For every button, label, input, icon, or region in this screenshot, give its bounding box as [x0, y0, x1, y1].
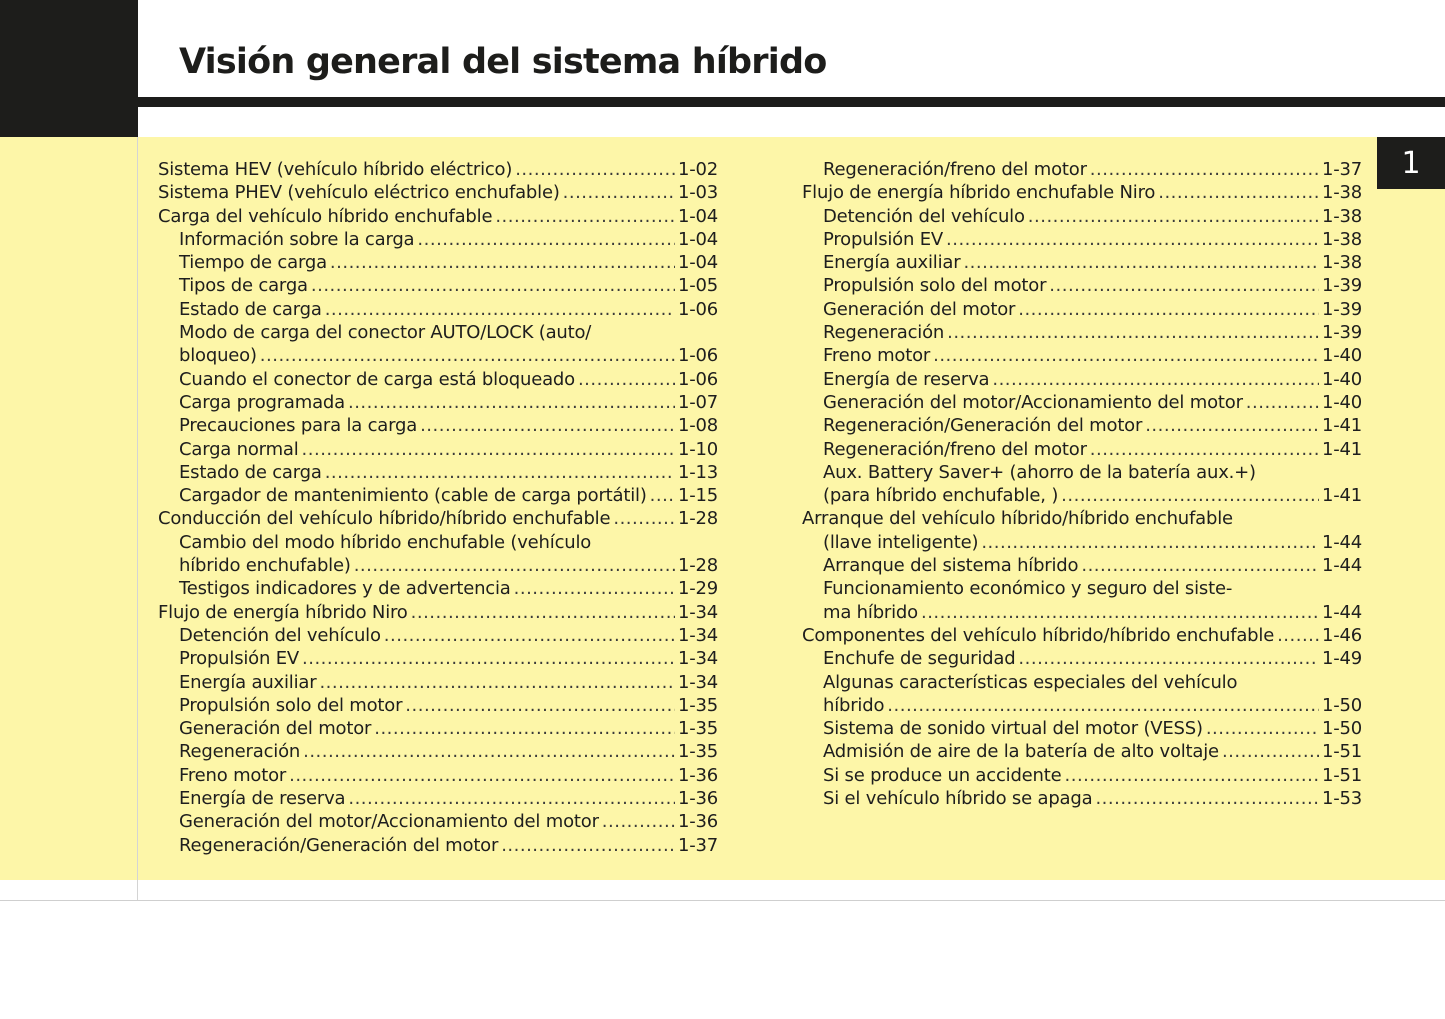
dot-leader	[602, 810, 675, 833]
chapter-tab: 1	[1377, 137, 1445, 189]
dot-leader	[501, 834, 675, 857]
toc-entry-title: Propulsión solo del motor	[179, 694, 403, 716]
toc-entry-page: 1-36	[677, 788, 718, 810]
toc-entry[interactable]	[158, 205, 718, 228]
toc-entry[interactable]	[158, 321, 718, 344]
toc-entry-title: Carga programada	[179, 391, 345, 413]
toc-entry-page: 1-08	[677, 415, 718, 437]
toc-entry[interactable]	[158, 531, 718, 554]
dot-leader	[420, 414, 675, 437]
dot-leader	[289, 764, 675, 787]
toc-entry-title: Funcionamiento económico y seguro del siste-	[823, 578, 1233, 600]
toc-entry-title: Sistema PHEV (vehículo eléctrico enchufable)	[158, 182, 560, 204]
toc-entry-page: 1-41	[1321, 485, 1362, 507]
toc-entry-page: 1-37	[677, 834, 718, 856]
title-underline	[138, 97, 1445, 107]
dot-leader	[325, 298, 675, 321]
toc-entry-title: Energía auxiliar	[179, 671, 317, 693]
toc-entry[interactable]	[802, 205, 1362, 228]
toc-entry[interactable]	[158, 438, 718, 461]
dot-leader	[1206, 717, 1319, 740]
margin-divider	[137, 137, 138, 900]
toc-entry-page: 1-50	[1321, 694, 1362, 716]
toc-entry-title: Generación del motor/Accionamiento del motor	[823, 391, 1243, 413]
toc-entry-page: 1-34	[677, 624, 718, 646]
toc-entry-title: Cambio del modo híbrido enchufable (vehículo	[179, 531, 592, 553]
toc-entry-title: Regeneración/Generación del motor	[179, 834, 499, 856]
toc-entry-page: 1-04	[677, 205, 718, 227]
toc-entry-page: 1-35	[677, 718, 718, 740]
dot-leader	[921, 601, 1319, 624]
toc-entry[interactable]	[802, 344, 1362, 367]
toc-entry-title: ma híbrido	[823, 601, 918, 623]
toc-entry-title: Testigos indicadores y de advertencia	[179, 578, 511, 600]
dot-leader	[1081, 554, 1319, 577]
dot-leader	[302, 438, 675, 461]
toc-entry-title: Regeneración/freno del motor	[823, 159, 1087, 180]
toc-entry[interactable]	[802, 484, 1362, 507]
dot-leader	[515, 158, 675, 181]
toc-entry-page: 1-44	[1321, 601, 1362, 623]
dot-leader	[348, 787, 675, 810]
dot-leader	[302, 647, 675, 670]
toc-entry[interactable]	[158, 717, 718, 740]
header-black-block	[0, 0, 138, 137]
toc-entry-page: 1-38	[1321, 182, 1362, 204]
toc-entry[interactable]	[158, 601, 718, 624]
toc-entry-title: Energía auxiliar	[823, 252, 961, 274]
toc-entry-page: 1-46	[1321, 624, 1362, 646]
toc-entry-title: Carga del vehículo híbrido enchufable	[158, 205, 493, 227]
dot-leader	[260, 344, 675, 367]
toc-entry[interactable]	[802, 251, 1362, 274]
dot-leader	[417, 228, 675, 251]
toc-entry-page: 1-28	[677, 508, 718, 530]
dot-leader	[963, 251, 1318, 274]
toc-entry[interactable]	[802, 671, 1362, 694]
toc-entry-page: 1-34	[677, 671, 718, 693]
toc-entry-page: 1-03	[677, 182, 718, 204]
dot-leader	[1018, 298, 1319, 321]
dot-leader	[887, 694, 1319, 717]
dot-leader	[947, 321, 1319, 344]
toc-entry[interactable]	[158, 554, 718, 577]
dot-leader	[578, 368, 675, 391]
toc-entry-title: Energía de reserva	[823, 368, 990, 390]
toc-entry-page: 1-51	[1321, 764, 1362, 786]
toc-entry-page: 1-06	[677, 298, 718, 320]
toc-entry-title: Flujo de energía híbrido Niro	[158, 601, 408, 623]
toc-entry-title: Regeneración/Generación del motor	[823, 415, 1143, 437]
toc-entry[interactable]	[802, 787, 1362, 810]
toc-entry[interactable]	[158, 391, 718, 414]
toc-entry-title: Generación del motor	[179, 718, 372, 740]
dot-leader	[933, 344, 1319, 367]
toc-entry[interactable]	[802, 321, 1362, 344]
toc-entry-title: Si el vehículo híbrido se apaga	[823, 788, 1093, 810]
toc-entry[interactable]	[802, 694, 1362, 717]
toc-entry[interactable]	[802, 577, 1362, 600]
dot-leader	[1065, 764, 1319, 787]
toc-entry-page: 1-38	[1321, 252, 1362, 274]
dot-leader	[1095, 787, 1319, 810]
toc-entry[interactable]	[158, 461, 718, 484]
toc-entry-title: Tipos de carga	[179, 275, 308, 297]
toc-entry-title: Regeneración/freno del motor	[823, 438, 1087, 460]
dot-leader	[613, 507, 675, 530]
toc-entry[interactable]	[802, 740, 1362, 763]
toc-entry[interactable]	[158, 507, 718, 530]
toc-entry-page: 1-40	[1321, 368, 1362, 390]
toc-entry-page: 1-38	[1321, 228, 1362, 250]
toc-entry-title: Aux. Battery Saver+ (ahorro de la batería aux.+)	[823, 461, 1256, 483]
toc-entry[interactable]	[158, 834, 718, 857]
toc-entry[interactable]	[158, 158, 718, 181]
toc-entry[interactable]	[802, 507, 1362, 530]
toc-entry-page: 1-41	[1321, 415, 1362, 437]
toc-entry[interactable]	[802, 391, 1362, 414]
toc-entry[interactable]	[158, 484, 718, 507]
toc-entry[interactable]	[802, 764, 1362, 787]
toc-entry-title: Componentes del vehículo híbrido/híbrido enchufable	[802, 624, 1275, 646]
toc-entry-page: 1-38	[1321, 205, 1362, 227]
toc-entry-page: 1-51	[1321, 741, 1362, 763]
toc-entry[interactable]	[802, 438, 1362, 461]
toc-entry-page: 1-06	[677, 368, 718, 390]
toc-entry[interactable]	[158, 228, 718, 251]
toc-entry-title: Regeneración	[823, 322, 945, 344]
dot-leader	[1277, 624, 1319, 647]
footer-rule	[0, 900, 1445, 901]
toc-entry-title: Información sobre la carga	[179, 228, 415, 250]
toc-entry-page: 1-39	[1321, 322, 1362, 344]
toc-entry-title: Estado de carga	[179, 298, 322, 320]
toc-entry[interactable]	[802, 647, 1362, 670]
toc-entry-title: Flujo de energía híbrido enchufable Niro	[802, 182, 1156, 204]
toc-entry[interactable]	[802, 601, 1362, 624]
toc-entry-page: 1-39	[1321, 275, 1362, 297]
toc-entry-page: 1-36	[677, 764, 718, 786]
dot-leader	[303, 740, 675, 763]
toc-entry-page: 1-37	[1321, 159, 1362, 180]
dot-leader	[325, 461, 675, 484]
dot-leader	[348, 391, 675, 414]
toc-entry-title: Propulsión solo del motor	[823, 275, 1047, 297]
toc-column-right	[802, 158, 1362, 810]
toc-entry-page: 1-35	[677, 694, 718, 716]
toc-entry-page: 1-29	[677, 578, 718, 600]
toc-entry-title: Detención del vehículo	[179, 624, 381, 646]
toc-entry-page: 1-04	[677, 228, 718, 250]
toc-entry-title: (para híbrido enchufable, )	[823, 485, 1059, 507]
toc-entry-title: Sistema de sonido virtual del motor (VESS)	[823, 718, 1203, 740]
dot-leader	[992, 368, 1319, 391]
dot-leader	[411, 601, 675, 624]
toc-entry-title: bloqueo)	[179, 345, 257, 367]
toc-entry-title: híbrido enchufable)	[179, 555, 351, 577]
toc-entry-page: 1-10	[677, 438, 718, 460]
toc-entry-title: Generación del motor/Accionamiento del motor	[179, 811, 599, 833]
toc-entry[interactable]	[802, 368, 1362, 391]
toc-entry-title: Cuando el conector de carga está bloqueado	[179, 368, 575, 390]
toc-entry-title: Detención del vehículo	[823, 205, 1025, 227]
toc-entry-page: 1-41	[1321, 438, 1362, 460]
dot-leader	[650, 484, 675, 507]
toc-entry[interactable]	[802, 717, 1362, 740]
toc-entry-page: 1-28	[677, 555, 718, 577]
dot-leader	[319, 671, 674, 694]
toc-entry[interactable]	[158, 414, 718, 437]
toc-entry[interactable]	[158, 764, 718, 787]
toc-entry-title: Sistema HEV (vehículo híbrido eléctrico)	[158, 159, 513, 180]
toc-entry-page: 1-07	[677, 391, 718, 413]
toc-entry-title: Regeneración	[179, 741, 301, 763]
toc-entry-page: 1-39	[1321, 298, 1362, 320]
toc-entry[interactable]	[802, 624, 1362, 647]
toc-entry-page: 1-34	[677, 601, 718, 623]
toc-entry-title: Enchufe de seguridad	[823, 648, 1016, 670]
toc-entry[interactable]	[802, 181, 1362, 204]
toc-entry[interactable]	[158, 810, 718, 833]
toc-entry[interactable]	[158, 344, 718, 367]
dot-leader	[1090, 438, 1319, 461]
toc-entry-title: Estado de carga	[179, 461, 322, 483]
toc-entry-title: Energía de reserva	[179, 788, 346, 810]
toc-entry[interactable]	[802, 461, 1362, 484]
dot-leader	[374, 717, 675, 740]
toc-entry[interactable]	[158, 671, 718, 694]
toc-entry-page: 1-35	[677, 741, 718, 763]
toc-entry[interactable]	[158, 298, 718, 321]
toc-entry-page: 1-53	[1321, 788, 1362, 810]
toc-entry[interactable]	[158, 787, 718, 810]
toc-entry-title: Admisión de aire de la batería de alto voltaje	[823, 741, 1219, 763]
dot-leader	[1222, 740, 1319, 763]
toc-entry[interactable]	[802, 531, 1362, 554]
dot-leader	[405, 694, 675, 717]
toc-entry-page: 1-34	[677, 648, 718, 670]
toc-entry[interactable]	[158, 647, 718, 670]
toc-entry[interactable]	[802, 298, 1362, 321]
dot-leader	[1018, 647, 1319, 670]
toc-entry-title: Conducción del vehículo híbrido/híbrido enchufable	[158, 508, 611, 530]
toc-entry[interactable]	[158, 577, 718, 600]
toc-entry[interactable]	[158, 624, 718, 647]
dot-leader	[1246, 391, 1319, 414]
toc-entry-page: 1-40	[1321, 345, 1362, 367]
toc-entry[interactable]	[802, 274, 1362, 297]
toc-entry[interactable]	[158, 694, 718, 717]
toc-entry-page: 1-13	[677, 461, 718, 483]
toc-entry-title: Carga normal	[179, 438, 299, 460]
toc-entry-title: Arranque del sistema híbrido	[823, 555, 1079, 577]
toc-entry-title: (llave inteligente)	[823, 531, 979, 553]
toc-entry-page: 1-06	[677, 345, 718, 367]
toc-entry[interactable]	[802, 158, 1362, 181]
toc-entry-page: 1-49	[1321, 648, 1362, 670]
page-title: Visión general del sistema híbrido	[179, 42, 827, 82]
left-margin-band	[0, 137, 137, 880]
dot-leader	[1145, 414, 1319, 437]
dot-leader	[1061, 484, 1319, 507]
toc-entry[interactable]	[802, 228, 1362, 251]
dot-leader	[563, 181, 675, 204]
toc-entry[interactable]	[158, 181, 718, 204]
toc-entry-page: 1-04	[677, 252, 718, 274]
toc-entry-title: Propulsión EV	[823, 228, 943, 250]
toc-entry[interactable]	[802, 414, 1362, 437]
dot-leader	[330, 251, 675, 274]
toc-entry-title: Precauciones para la carga	[179, 415, 418, 437]
toc-entry-title: Cargador de mantenimiento (cable de carga portátil)	[179, 485, 647, 507]
toc-column-left	[158, 158, 718, 857]
toc-entry[interactable]	[802, 554, 1362, 577]
toc-entry[interactable]	[158, 368, 718, 391]
dot-leader	[495, 205, 675, 228]
toc-entry-page: 1-44	[1321, 555, 1362, 577]
toc-entry-title: Propulsión EV	[179, 648, 299, 670]
toc-entry-page: 1-05	[677, 275, 718, 297]
toc-entry[interactable]	[158, 274, 718, 297]
toc-entry-page: 1-02	[677, 159, 718, 180]
toc-entry-title: Freno motor	[823, 345, 931, 367]
toc-entry-title: Algunas características especiales del vehículo	[823, 671, 1238, 693]
toc-entry-title: híbrido	[823, 694, 885, 716]
dot-leader	[1158, 181, 1319, 204]
toc-entry-title: Arranque del vehículo híbrido/híbrido enchufable	[802, 508, 1233, 530]
toc-entry[interactable]	[158, 740, 718, 763]
dot-leader	[1049, 274, 1319, 297]
toc-entry-page: 1-40	[1321, 391, 1362, 413]
toc-entry-title: Modo de carga del conector AUTO/LOCK (auto/	[179, 322, 592, 344]
toc-entry-page: 1-50	[1321, 718, 1362, 740]
toc-entry-page: 1-36	[677, 811, 718, 833]
dot-leader	[1028, 205, 1319, 228]
toc-entry-title: Generación del motor	[823, 298, 1016, 320]
toc-entry-page: 1-44	[1321, 531, 1362, 553]
dot-leader	[514, 577, 675, 600]
toc-entry-title: Tiempo de carga	[179, 252, 327, 274]
toc-entry-title: Si se produce un accidente	[823, 764, 1062, 786]
dot-leader	[1090, 158, 1319, 181]
dot-leader	[384, 624, 675, 647]
dot-leader	[354, 554, 675, 577]
toc-entry[interactable]	[158, 251, 718, 274]
toc-entry-page: 1-15	[677, 485, 718, 507]
dot-leader	[946, 228, 1319, 251]
dot-leader	[311, 274, 675, 297]
toc-entry-title: Freno motor	[179, 764, 287, 786]
dot-leader	[981, 531, 1319, 554]
